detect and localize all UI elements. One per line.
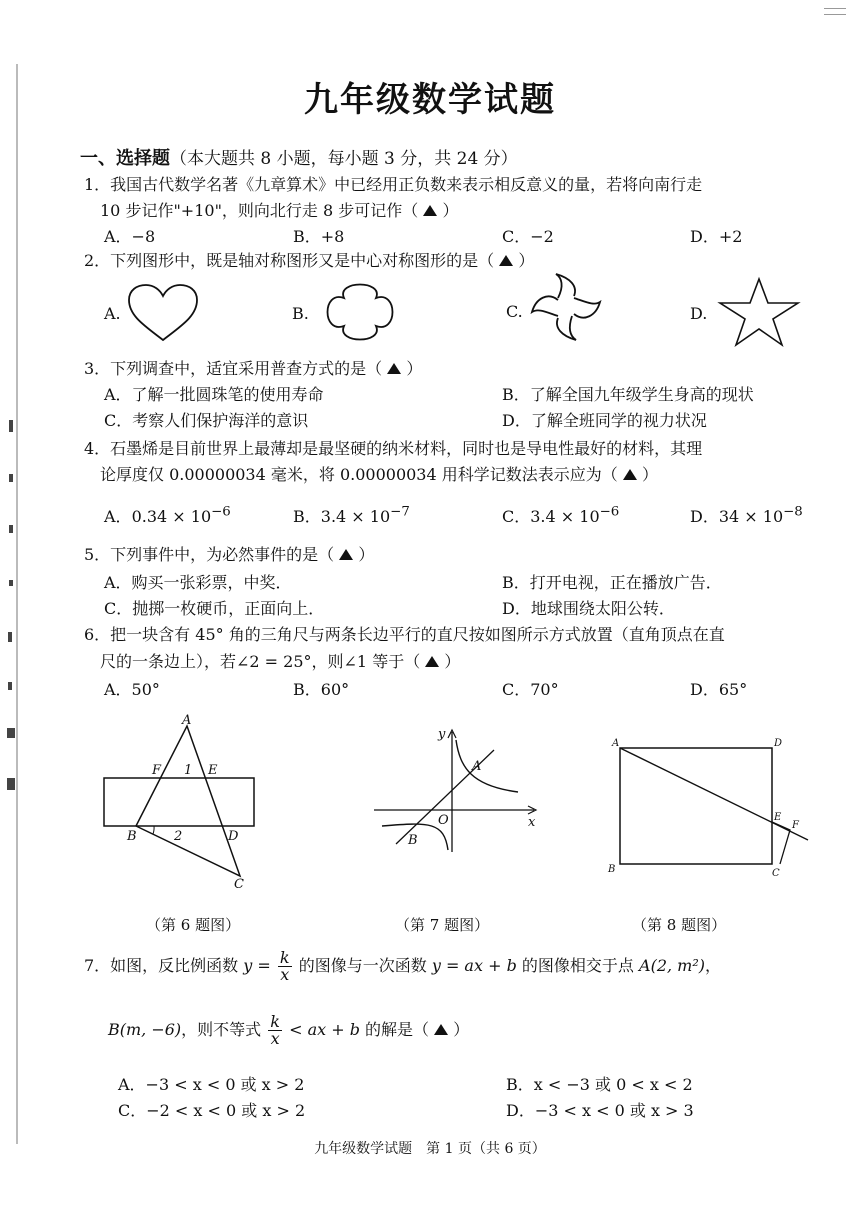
q2-label-d: D. bbox=[690, 304, 708, 323]
option-exponent: −6 bbox=[211, 504, 231, 520]
q1-option-a: A．−8 bbox=[104, 227, 156, 246]
q5-option-a: A．购买一张彩票，中奖． bbox=[104, 573, 292, 592]
q7-option-d: D．−3 < x < 0 或 x > 3 bbox=[506, 1101, 694, 1120]
fig6-label-c: C bbox=[234, 877, 244, 892]
q5-option-d: D．地球围绕太阳公转． bbox=[502, 599, 675, 618]
scan-artifact bbox=[8, 682, 12, 690]
triangle-marker-icon bbox=[434, 1024, 448, 1035]
fraction-numerator: k bbox=[270, 1012, 280, 1031]
fraction-k-over-x bbox=[278, 950, 292, 983]
q3-close: ） bbox=[406, 359, 423, 378]
figure-8-rectangle-fold bbox=[604, 734, 814, 882]
option-label: A． bbox=[104, 507, 132, 526]
scan-artifact bbox=[7, 728, 15, 738]
fig6-label-e: E bbox=[208, 763, 218, 778]
q6-close: ） bbox=[444, 652, 461, 671]
q6-option-d: D．65° bbox=[690, 680, 748, 699]
q3-line bbox=[84, 356, 422, 379]
four-lobe-shape-figure bbox=[314, 276, 406, 348]
scan-artifact bbox=[7, 778, 15, 790]
q7-mid: 的图像与一次函数 bbox=[298, 956, 427, 975]
fig7-label-y: y bbox=[438, 727, 446, 742]
q3-option-b: B．了解全国九年级学生身高的现状 bbox=[502, 385, 754, 404]
q5-stem: 5．下列事件中，为必然事件的是（ bbox=[84, 545, 335, 564]
fig6-label-f: F bbox=[152, 763, 162, 778]
fig6-caption: （第 6 题图） bbox=[146, 916, 241, 934]
triangle-marker-icon bbox=[339, 549, 353, 560]
section-note: （本大题共 8 小题，每小题 3 分，共 24 分） bbox=[170, 149, 518, 169]
q2-close: ） bbox=[518, 251, 535, 270]
heart-shape-figure bbox=[125, 282, 201, 344]
scan-artifact bbox=[9, 525, 13, 533]
option-exponent: −6 bbox=[599, 504, 620, 520]
q6-option-b: B．60° bbox=[293, 680, 350, 699]
fig7-caption: （第 7 题图） bbox=[395, 916, 490, 934]
scan-artifact bbox=[9, 580, 13, 586]
option-exponent: −8 bbox=[783, 504, 803, 520]
figure-6-ruler-triangle bbox=[96, 712, 266, 894]
fig8-label-b: B bbox=[608, 864, 616, 875]
q5-option-b: B．打开电视，正在播放广告． bbox=[502, 573, 722, 592]
q7-prefix: 7．如图，反比例函数 bbox=[84, 956, 239, 975]
q2-label-a: A. bbox=[104, 304, 121, 323]
q7-linear: y = ax + b bbox=[431, 956, 517, 975]
fig6-label-2: 2 bbox=[174, 829, 183, 844]
option-label: C． bbox=[502, 507, 531, 526]
option-label: B． bbox=[293, 507, 321, 526]
q2-label-b: B. bbox=[292, 304, 309, 323]
q3-option-c: C．考察人们保护海洋的意识 bbox=[104, 411, 309, 430]
page-footer: 九年级数学试题 第 1 页（共 6 页） bbox=[314, 1141, 546, 1157]
pinwheel-shape-figure bbox=[528, 272, 604, 342]
q4-line2 bbox=[100, 462, 658, 485]
option-base: 3.4 × 10 bbox=[530, 507, 600, 526]
q4-stem: 论厚度仅 0.00000034 毫米，将 0.00000034 用科学记数法表示应为（ bbox=[100, 465, 618, 484]
q6-option-c: C．70° bbox=[502, 680, 559, 699]
q7-point-a: A(2, m²) bbox=[639, 956, 705, 975]
q7-y-eq: y = bbox=[243, 956, 271, 975]
section-heading bbox=[80, 144, 518, 170]
fig8-label-c: C bbox=[772, 868, 780, 879]
q2-stem: 2．下列图形中，既是轴对称图形又是中心对称图形的是（ bbox=[84, 251, 495, 270]
fig6-label-b: B bbox=[127, 829, 137, 844]
fig7-label-b: B bbox=[408, 833, 418, 848]
q5-close: ） bbox=[358, 545, 375, 564]
scan-artifact bbox=[9, 420, 13, 432]
triangle-marker-icon bbox=[425, 656, 439, 667]
q7-line1 bbox=[84, 950, 721, 983]
q6-line2 bbox=[100, 649, 460, 672]
fig7-label-a: A bbox=[472, 759, 482, 774]
q7-line2 bbox=[108, 1014, 469, 1047]
fig7-label-o: O bbox=[438, 813, 449, 828]
q7-tail: ， bbox=[705, 956, 722, 975]
q7-mid2: 的图像相交于点 bbox=[521, 956, 634, 975]
q4-option-c bbox=[502, 504, 619, 527]
q4-line1: 4．石墨烯是目前世界上最薄却是最坚硬的纳米材料，同时也是导电性最好的材料，其理 bbox=[84, 439, 703, 458]
q1-option-d: D．+2 bbox=[690, 227, 743, 246]
q7-point-b: B(m, −6) bbox=[108, 1020, 182, 1039]
q7-ineq-prefix: ，则不等式 bbox=[181, 1020, 262, 1039]
q2-label-c: C. bbox=[506, 302, 523, 321]
fig8-caption: （第 8 题图） bbox=[632, 916, 727, 934]
q1-close: ） bbox=[442, 201, 459, 220]
option-base: 34 × 10 bbox=[718, 507, 784, 526]
fig7-label-x: x bbox=[528, 815, 536, 830]
page-title: 九年级数学试题 bbox=[304, 80, 556, 120]
scan-artifact bbox=[8, 632, 12, 642]
option-base: 3.4 × 10 bbox=[320, 507, 391, 526]
fig6-label-1: 1 bbox=[184, 763, 193, 778]
triangle-marker-icon bbox=[387, 363, 401, 374]
fig8-label-d: D bbox=[774, 738, 783, 749]
q3-option-a: A．了解一批圆珠笔的使用寿命 bbox=[104, 385, 324, 404]
fraction-denominator: x bbox=[270, 1029, 280, 1048]
q1-line1: 1．我国古代数学名著《九章算术》中已经用正负数来表示相反意义的量，若将向南行走 bbox=[84, 175, 703, 194]
triangle-marker-icon bbox=[499, 255, 513, 266]
q1-option-c: C．−2 bbox=[502, 227, 554, 246]
q6-stem: 尺的一条边上），若∠2 = 25°，则∠1 等于（ bbox=[100, 652, 421, 671]
q1-stem: 10 步记作"+10"，则向北行走 8 步可记作（ bbox=[100, 201, 419, 220]
triangle-marker-icon bbox=[423, 205, 437, 216]
q5-line bbox=[84, 542, 374, 565]
q7-option-c: C．−2 < x < 0 或 x > 2 bbox=[118, 1101, 306, 1120]
q2-line bbox=[84, 248, 534, 271]
set-square-triangle bbox=[136, 726, 240, 876]
q7-close: ） bbox=[453, 1020, 470, 1039]
q5-option-c: C．抛掷一枚硬币，正面向上． bbox=[104, 599, 325, 618]
fig6-label-d: D bbox=[228, 829, 239, 844]
fig8-label-a: A bbox=[612, 738, 620, 749]
q1-option-b: B．+8 bbox=[293, 227, 345, 246]
q3-stem: 3．下列调查中，适宜采用普查方式的是（ bbox=[84, 359, 383, 378]
figure-7-function-graph bbox=[368, 726, 544, 856]
q4-option-a bbox=[104, 504, 231, 527]
q1-line2 bbox=[100, 198, 459, 221]
binding-line bbox=[16, 64, 18, 1144]
fraction-numerator: k bbox=[279, 948, 290, 967]
q7-option-b: B．x < −3 或 0 < x < 2 bbox=[506, 1075, 693, 1094]
fraction-k-over-x bbox=[268, 1014, 282, 1047]
q7-option-a: A．−3 < x < 0 或 x > 2 bbox=[118, 1075, 305, 1094]
q4-option-b bbox=[293, 504, 410, 527]
fig8-label-f: F bbox=[792, 820, 799, 831]
q4-option-d bbox=[690, 504, 803, 527]
q6-option-a: A．50° bbox=[104, 680, 160, 699]
q6-line1: 6．把一块含有 45° 角的三角尺与两条长边平行的直尺按如图所示方式放置（直角顶点在直 bbox=[84, 625, 725, 644]
fraction-denominator: x bbox=[280, 965, 290, 984]
scan-artifact bbox=[9, 474, 13, 482]
option-base: 0.34 × 10 bbox=[131, 507, 212, 526]
q7-ineq-suffix: 的解是（ bbox=[365, 1020, 430, 1039]
q4-close: ） bbox=[641, 465, 658, 484]
star-shape-figure bbox=[716, 276, 802, 348]
triangle-marker-icon bbox=[623, 469, 637, 480]
option-exponent: −7 bbox=[390, 504, 410, 520]
option-label: D． bbox=[690, 507, 719, 526]
fig8-label-e: E bbox=[774, 812, 782, 823]
fig6-label-a: A bbox=[182, 713, 192, 728]
ruler-rectangle bbox=[104, 778, 254, 826]
q3-option-d: D．了解全班同学的视力状况 bbox=[502, 411, 707, 430]
scan-mark bbox=[824, 8, 846, 15]
q7-ineq-rest: < ax + b bbox=[289, 1020, 360, 1039]
section-title: 一、选择题 bbox=[80, 148, 170, 169]
